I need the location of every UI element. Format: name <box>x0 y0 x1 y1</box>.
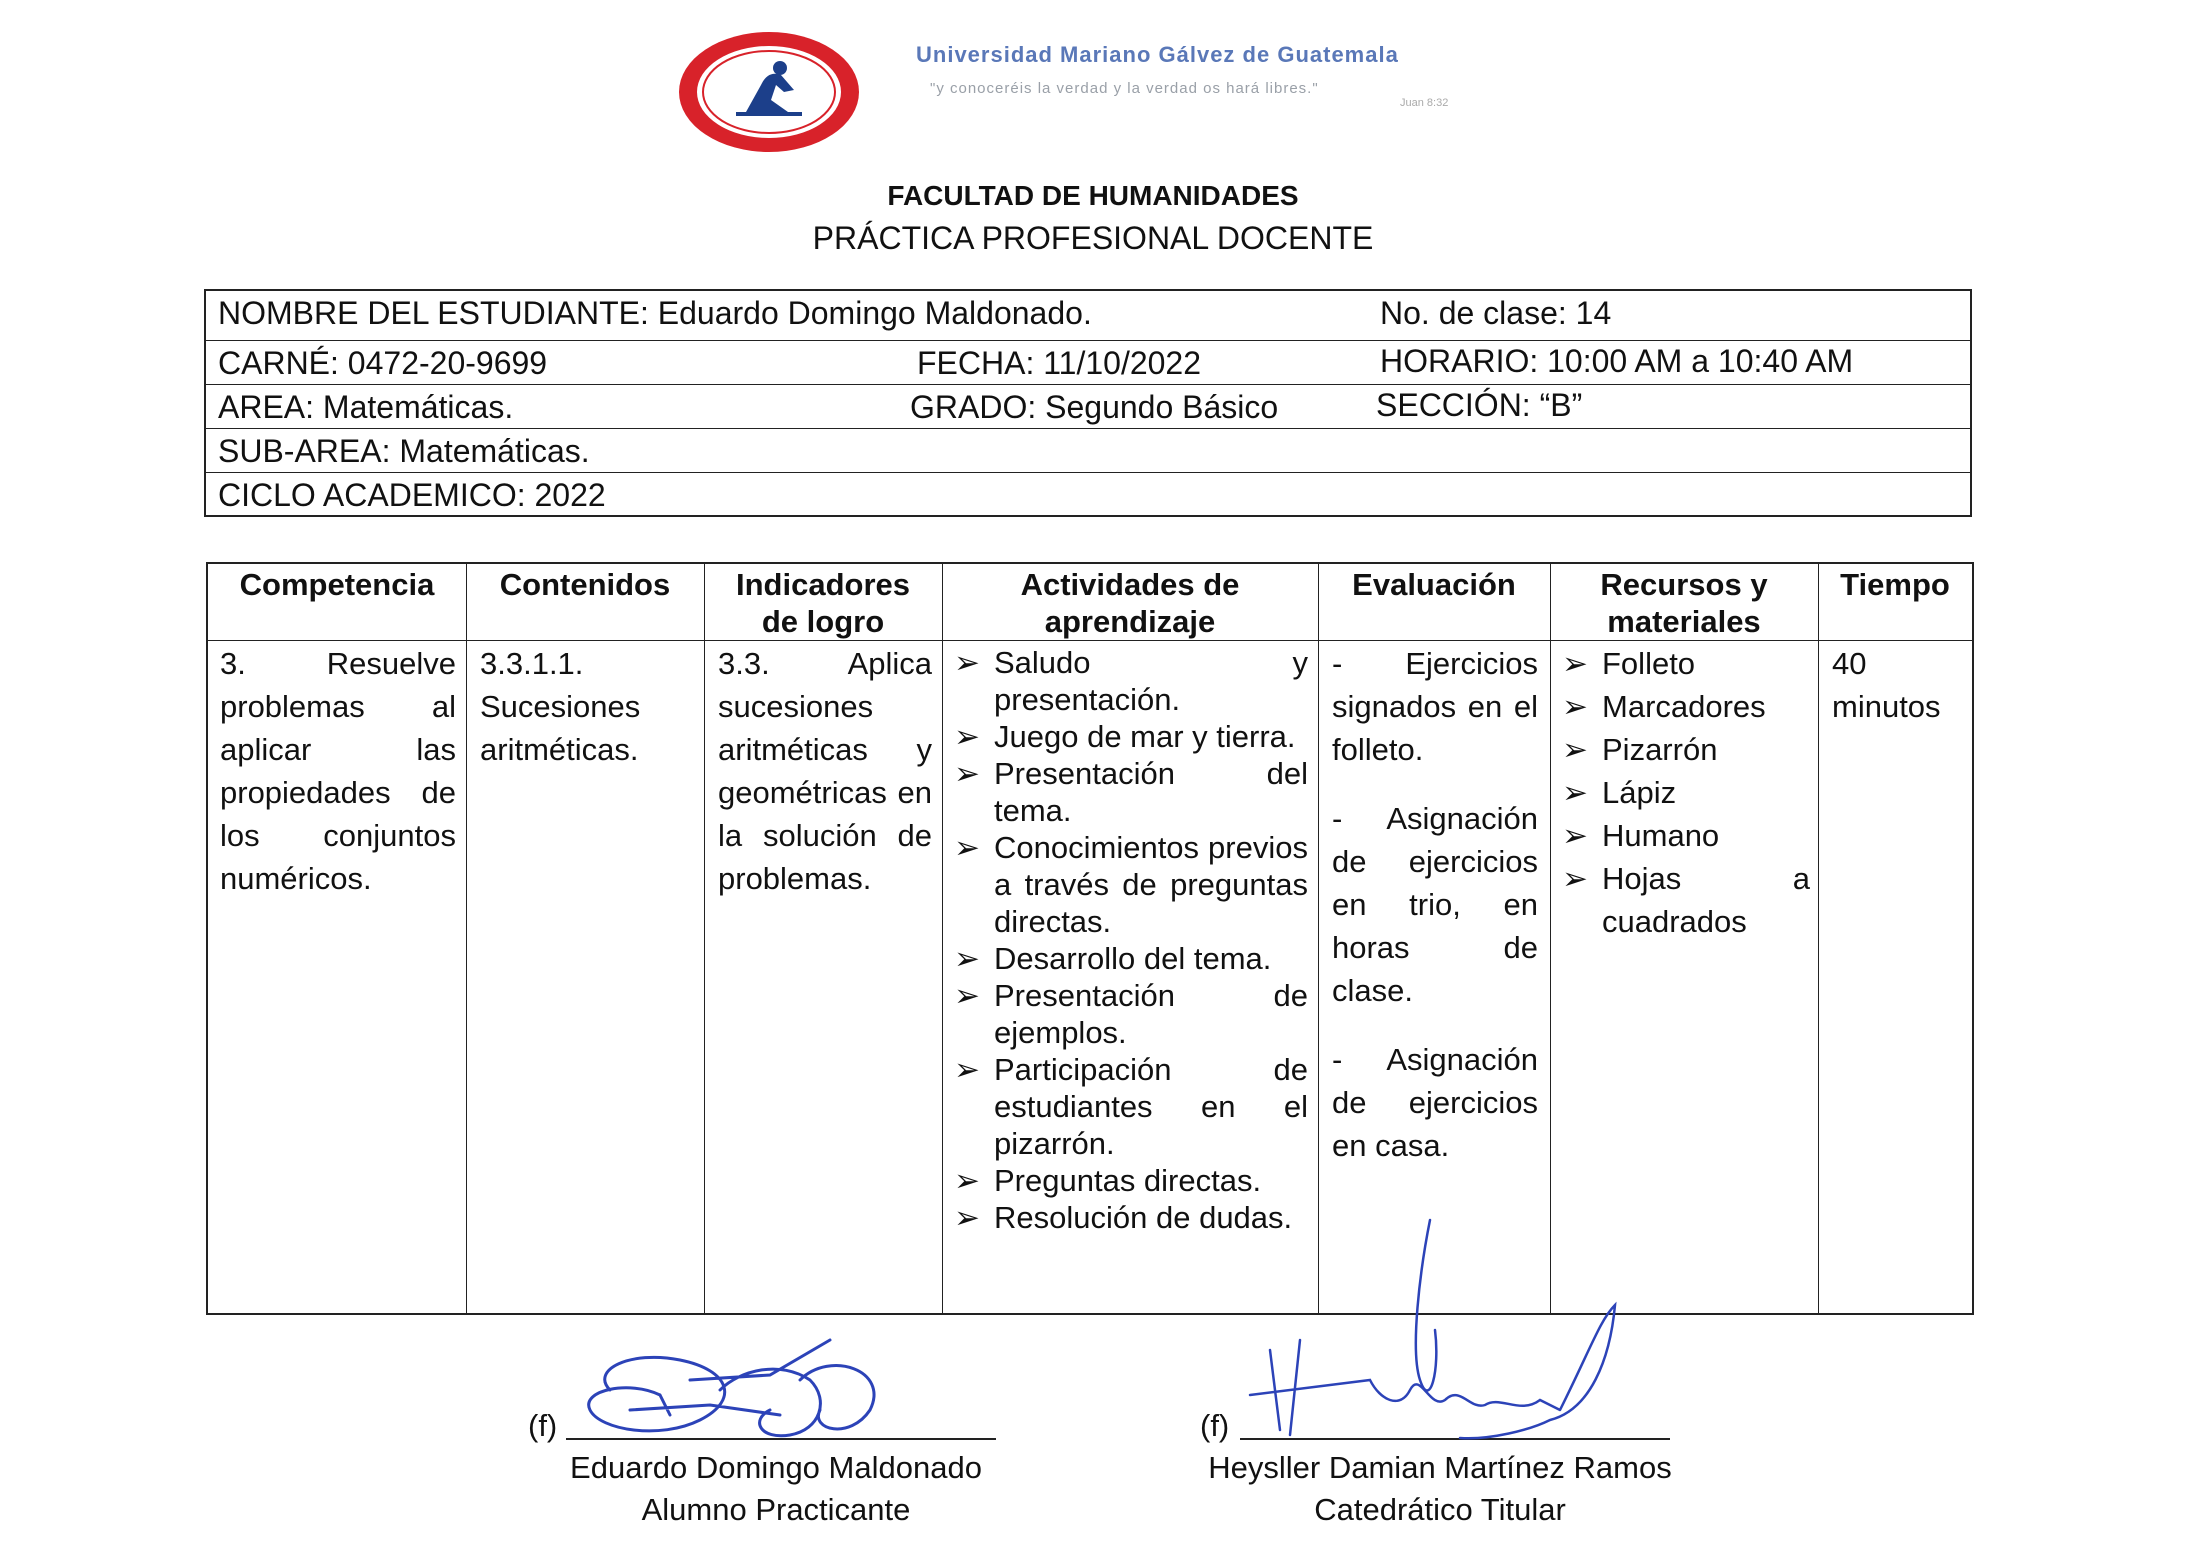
header-competencia <box>208 564 466 640</box>
sub-area: SUB-AREA: Matemáticas. <box>218 433 590 469</box>
recurso-item <box>1554 728 1810 771</box>
header-actividades-line2: aprendizaje <box>1044 604 1216 639</box>
column-divider <box>1318 564 1319 1313</box>
cell-indicadores: 3.3. Aplica sucesiones aritméticas y geométricas en la solución de problemas. <box>718 646 932 896</box>
arrow-bullet-icon: ➢ <box>954 941 980 976</box>
cell-tiempo: 40 minutos <box>1832 646 1941 724</box>
cell-contenidos: 3.3.1.1. Sucesiones aritméticas. <box>480 646 641 767</box>
header-tiempo-label: Tiempo <box>1840 567 1950 602</box>
university-name: Universidad Mariano Gálvez de Guatemala <box>916 42 1399 67</box>
university-seal <box>676 30 862 155</box>
arrow-bullet-icon: ➢ <box>954 756 980 791</box>
actividad-text: Participación de estudiantes en el pizarrón. <box>994 1052 1308 1161</box>
carne: CARNÉ: 0472-20-9699 <box>218 345 548 381</box>
cell-evaluacion <box>1332 642 1538 1193</box>
header-contenidos <box>466 564 704 640</box>
header-actividades-line1: Actividades de <box>1020 567 1240 602</box>
recurso-item <box>1554 771 1810 814</box>
arrow-bullet-icon: ➢ <box>1562 818 1588 853</box>
header-indicadores-line1: Indicadores <box>736 567 910 602</box>
teacher-signature <box>1230 1210 1630 1460</box>
student-role: Alumno Practicante <box>641 1492 911 1527</box>
actividad-item <box>946 977 1308 1051</box>
arrow-bullet-icon: ➢ <box>1562 775 1588 810</box>
recurso-text: Humano <box>1602 818 1720 853</box>
column-divider <box>704 564 705 1313</box>
recursos-list <box>1554 642 1810 943</box>
recurso-item <box>1554 857 1810 943</box>
grado: GRADO: Segundo Básico <box>910 389 1279 425</box>
university-motto: "y conoceréis la verdad y la verdad os hará libres." <box>930 80 1319 97</box>
actividad-item <box>946 940 1308 977</box>
info-row-carne <box>206 341 1970 385</box>
column-divider <box>466 564 467 1313</box>
student-info-table <box>204 289 1972 517</box>
actividad-item <box>946 1051 1308 1162</box>
lesson-plan-table <box>206 562 1974 1315</box>
arrow-bullet-icon: ➢ <box>1562 646 1588 681</box>
header-competencia-label: Competencia <box>239 567 435 602</box>
arrow-bullet-icon: ➢ <box>954 830 980 865</box>
header-evaluacion-label: Evaluación <box>1352 567 1516 602</box>
actividad-text: Presentación de ejemplos. <box>994 978 1308 1050</box>
actividad-item <box>946 829 1308 940</box>
info-row-area <box>206 385 1970 429</box>
header-contenidos-label: Contenidos <box>499 567 671 602</box>
arrow-bullet-icon: ➢ <box>1562 861 1588 896</box>
actividad-text: Desarrollo del tema. <box>994 941 1272 976</box>
class-number: No. de clase: 14 <box>1380 295 1612 331</box>
recurso-text: Lápiz <box>1602 775 1677 810</box>
header-evaluacion <box>1318 564 1550 640</box>
cell-competencia: 3. Resuelve problemas al aplicar las propiedades de los conjuntos numéricos. <box>220 646 456 896</box>
column-divider <box>1550 564 1551 1313</box>
actividad-text: Juego de mar y tierra. <box>994 719 1296 754</box>
actividad-text: Saludo y presentación. <box>994 645 1308 717</box>
header-recursos <box>1550 564 1818 640</box>
actividad-item <box>946 644 1308 718</box>
header-indicadores <box>704 564 942 640</box>
student-name-signature: Eduardo Domingo Maldonado <box>570 1450 982 1485</box>
evaluacion-item: - Asignación de ejercicios en trio, en horas de clase. <box>1332 801 1538 1008</box>
teacher-name: Heysller Damian Martínez Ramos <box>1208 1450 1672 1485</box>
arrow-bullet-icon: ➢ <box>954 1052 980 1087</box>
fecha: FECHA: 11/10/2022 <box>917 345 1202 381</box>
teacher-signature-label: (f) <box>1200 1408 1230 1443</box>
actividad-item <box>946 755 1308 829</box>
header-recursos-line1: Recursos y <box>1600 567 1768 602</box>
actividad-item <box>946 1162 1308 1199</box>
arrow-bullet-icon: ➢ <box>954 1163 980 1198</box>
arrow-bullet-icon: ➢ <box>1562 732 1588 767</box>
cell-actividades <box>946 644 1308 1236</box>
actividad-item <box>946 718 1308 755</box>
motto-citation: Juan 8:32 <box>1400 97 1449 109</box>
recurso-text: Hojas a cuadrados <box>1602 861 1810 939</box>
faculty-title: FACULTAD DE HUMANIDADES <box>887 180 1299 211</box>
header-recursos-line2: materiales <box>1607 604 1761 639</box>
actividad-text: Presentación del tema. <box>994 756 1308 828</box>
teacher-role: Catedrático Titular <box>1314 1492 1566 1527</box>
recurso-item <box>1554 814 1810 857</box>
arrow-bullet-icon: ➢ <box>954 1200 980 1235</box>
recurso-item <box>1554 642 1810 685</box>
recurso-text: Folleto <box>1602 646 1696 681</box>
arrow-bullet-icon: ➢ <box>954 719 980 754</box>
info-row-ciclo <box>206 473 1970 517</box>
header-actividades <box>942 564 1318 640</box>
actividades-list <box>946 644 1308 1236</box>
arrow-bullet-icon: ➢ <box>954 978 980 1013</box>
evaluacion-item: - Ejercicios signados en el folleto. <box>1332 646 1538 767</box>
actividad-text: Preguntas directas. <box>994 1163 1262 1198</box>
info-row-student <box>206 291 1970 341</box>
ciclo-academico: CICLO ACADEMICO: 2022 <box>218 477 606 513</box>
cell-recursos <box>1554 642 1810 943</box>
arrow-bullet-icon: ➢ <box>1562 689 1588 724</box>
column-divider <box>1818 564 1819 1313</box>
student-signature <box>570 1320 910 1450</box>
header-tiempo <box>1818 564 1972 640</box>
document-title: PRÁCTICA PROFESIONAL DOCENTE <box>812 220 1374 256</box>
student-name: NOMBRE DEL ESTUDIANTE: Eduardo Domingo Maldonado. <box>218 295 1092 331</box>
actividad-text: Conocimientos previos a través de preguntas directas. <box>994 830 1308 939</box>
seccion: SECCIÓN: “B” <box>1376 387 1583 423</box>
evaluacion-item: - Asignación de ejercicios en casa. <box>1332 1042 1538 1163</box>
horario: HORARIO: 10:00 AM a 10:40 AM <box>1380 343 1854 379</box>
column-divider <box>942 564 943 1313</box>
recurso-item <box>1554 685 1810 728</box>
arrow-bullet-icon: ➢ <box>954 645 980 680</box>
area: AREA: Matemáticas. <box>218 389 514 425</box>
header-divider <box>208 640 1972 641</box>
recurso-text: Marcadores <box>1602 689 1766 724</box>
info-row-subarea <box>206 429 1970 473</box>
student-signature-label: (f) <box>528 1408 558 1443</box>
header-indicadores-line2: de logro <box>761 604 885 639</box>
actividad-text: Resolución de dudas. <box>994 1200 1293 1235</box>
recurso-text: Pizarrón <box>1602 732 1718 767</box>
